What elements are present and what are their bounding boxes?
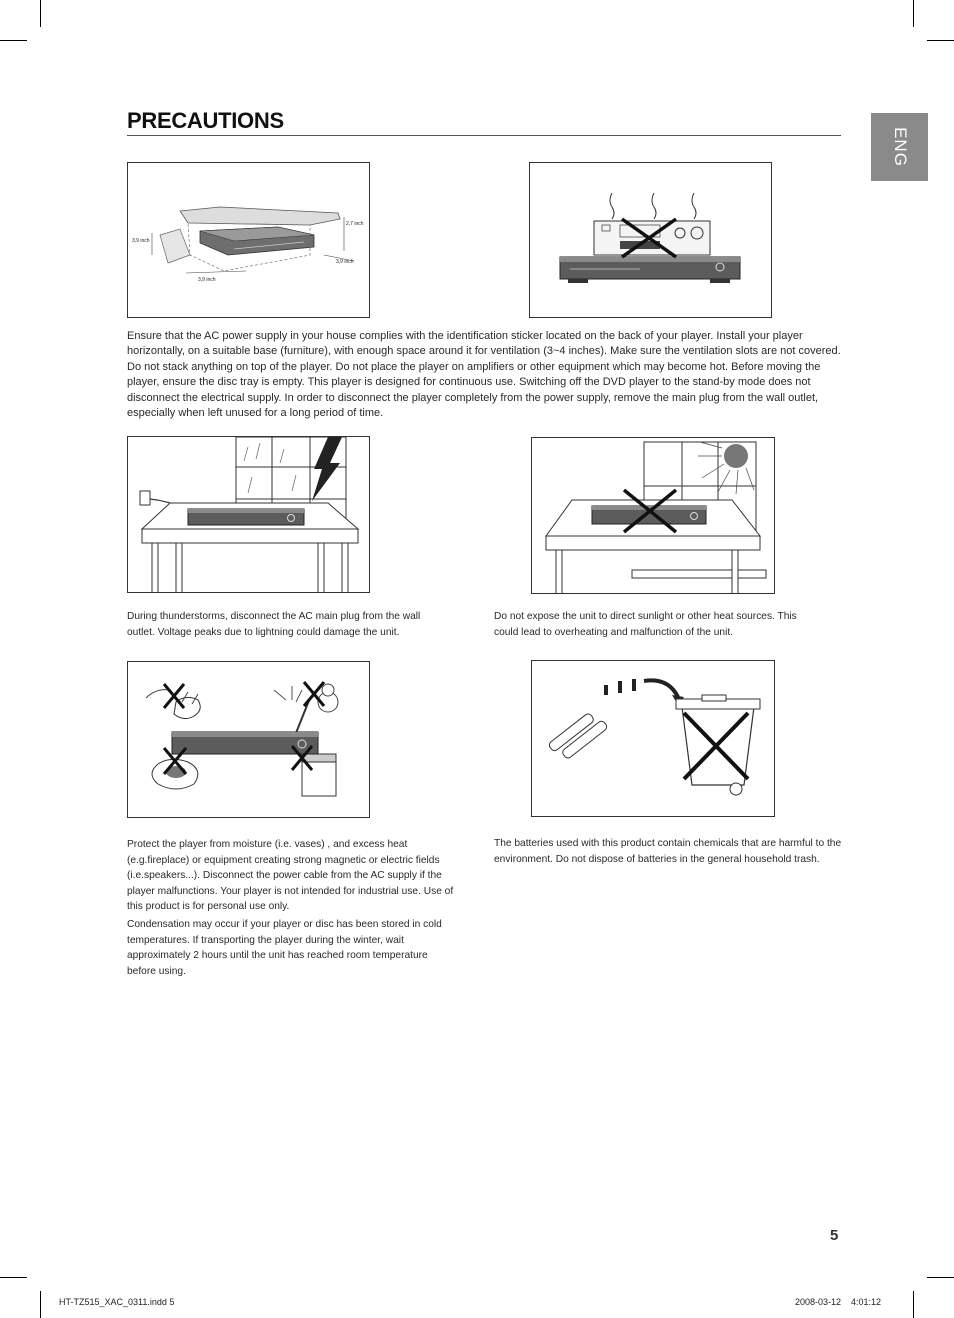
thunderstorm-figure	[127, 436, 370, 593]
dimension-top-label: 2,7 inch	[346, 221, 364, 227]
dimension-right-label: 3,9 inch	[336, 259, 354, 265]
sunlight-figure	[531, 437, 775, 594]
dimension-left-label: 3,9 inch	[132, 238, 150, 244]
language-tab-label: ENG	[890, 127, 910, 167]
sunlight-illustration	[532, 438, 774, 593]
sunlight-caption: Do not expose the unit to direct sunlight or other heat sources. This could lead to overheating and malfunction of the unit.	[494, 611, 797, 638]
thunderstorm-caption: During thunderstorms, disconnect the AC main plug from the wall outlet. Voltage peaks due to lightning could damage the unit.	[127, 611, 421, 638]
crop-mark	[40, 0, 41, 27]
moisture-heat-illustration	[128, 662, 369, 817]
intro-paragraph: Ensure that the AC power supply in your house complies with the identification sticker located on the back of your player. Install your player horizontally, on a suitable base (furniture), with enough space around it for ventilation (3~4 inches). Make sure the ventilation slots are not covered. Do not stack anything on top of the player. Do not place the player on amplifiers or other equipment which may become hot. Before moving the player, ensure the disc tray is empty. This player is designed for continuous use. Switching off the DVD player to the stand-by mode does not disconnect the electrical supply. In order to disconnect the player completely from the power supply, remove the main plug from the wall outlet, especially when left unused for a long period of time.	[127, 330, 841, 420]
battery-disposal-figure	[531, 660, 775, 817]
crop-mark	[913, 0, 914, 27]
footer-timestamp: 2008-03-12 4:01:12	[795, 1297, 882, 1307]
crop-mark	[927, 40, 954, 41]
crop-mark	[927, 1277, 954, 1278]
no-stacking-figure	[529, 162, 772, 318]
page-number: 5	[830, 1227, 839, 1244]
crop-mark	[0, 40, 27, 41]
crop-mark	[913, 1291, 914, 1318]
battery-disposal-illustration	[532, 661, 774, 816]
condensation-caption: Condensation may occur if your player or disc has been stored in cold temperatures. If transporting the player during the winter, wait approximately 2 hours until the unit has reached room temperature before using.	[127, 919, 442, 977]
page-title: PRECAUTIONS	[127, 108, 284, 133]
title-divider	[127, 135, 841, 136]
moisture-heat-figure	[127, 661, 370, 818]
language-tab	[871, 113, 928, 181]
ventilation-illustration	[128, 163, 369, 317]
ventilation-clearance-figure	[127, 162, 370, 318]
moisture-caption: Protect the player from moisture (i.e. vases) , and excess heat (e.g.fireplace) or equipment creating strong magnetic or electric fields (i.e.speakers...). Disconnect the power cable from the AC supply if the player malfunctions. Your player is not intended for industrial use. Use of this product is for personal use only.	[127, 839, 454, 913]
dimension-front-label: 3,9 inch	[198, 277, 216, 283]
amplifier-stack-illustration	[530, 163, 771, 317]
thunderstorm-illustration	[128, 437, 369, 592]
crop-mark	[40, 1291, 41, 1318]
crop-mark	[0, 1277, 27, 1278]
footer-filename: HT-TZ515_XAC_0311.indd 5	[59, 1297, 175, 1307]
batteries-caption: The batteries used with this product contain chemicals that are harmful to the environment. Do not dispose of batteries in the general household trash.	[494, 838, 842, 865]
